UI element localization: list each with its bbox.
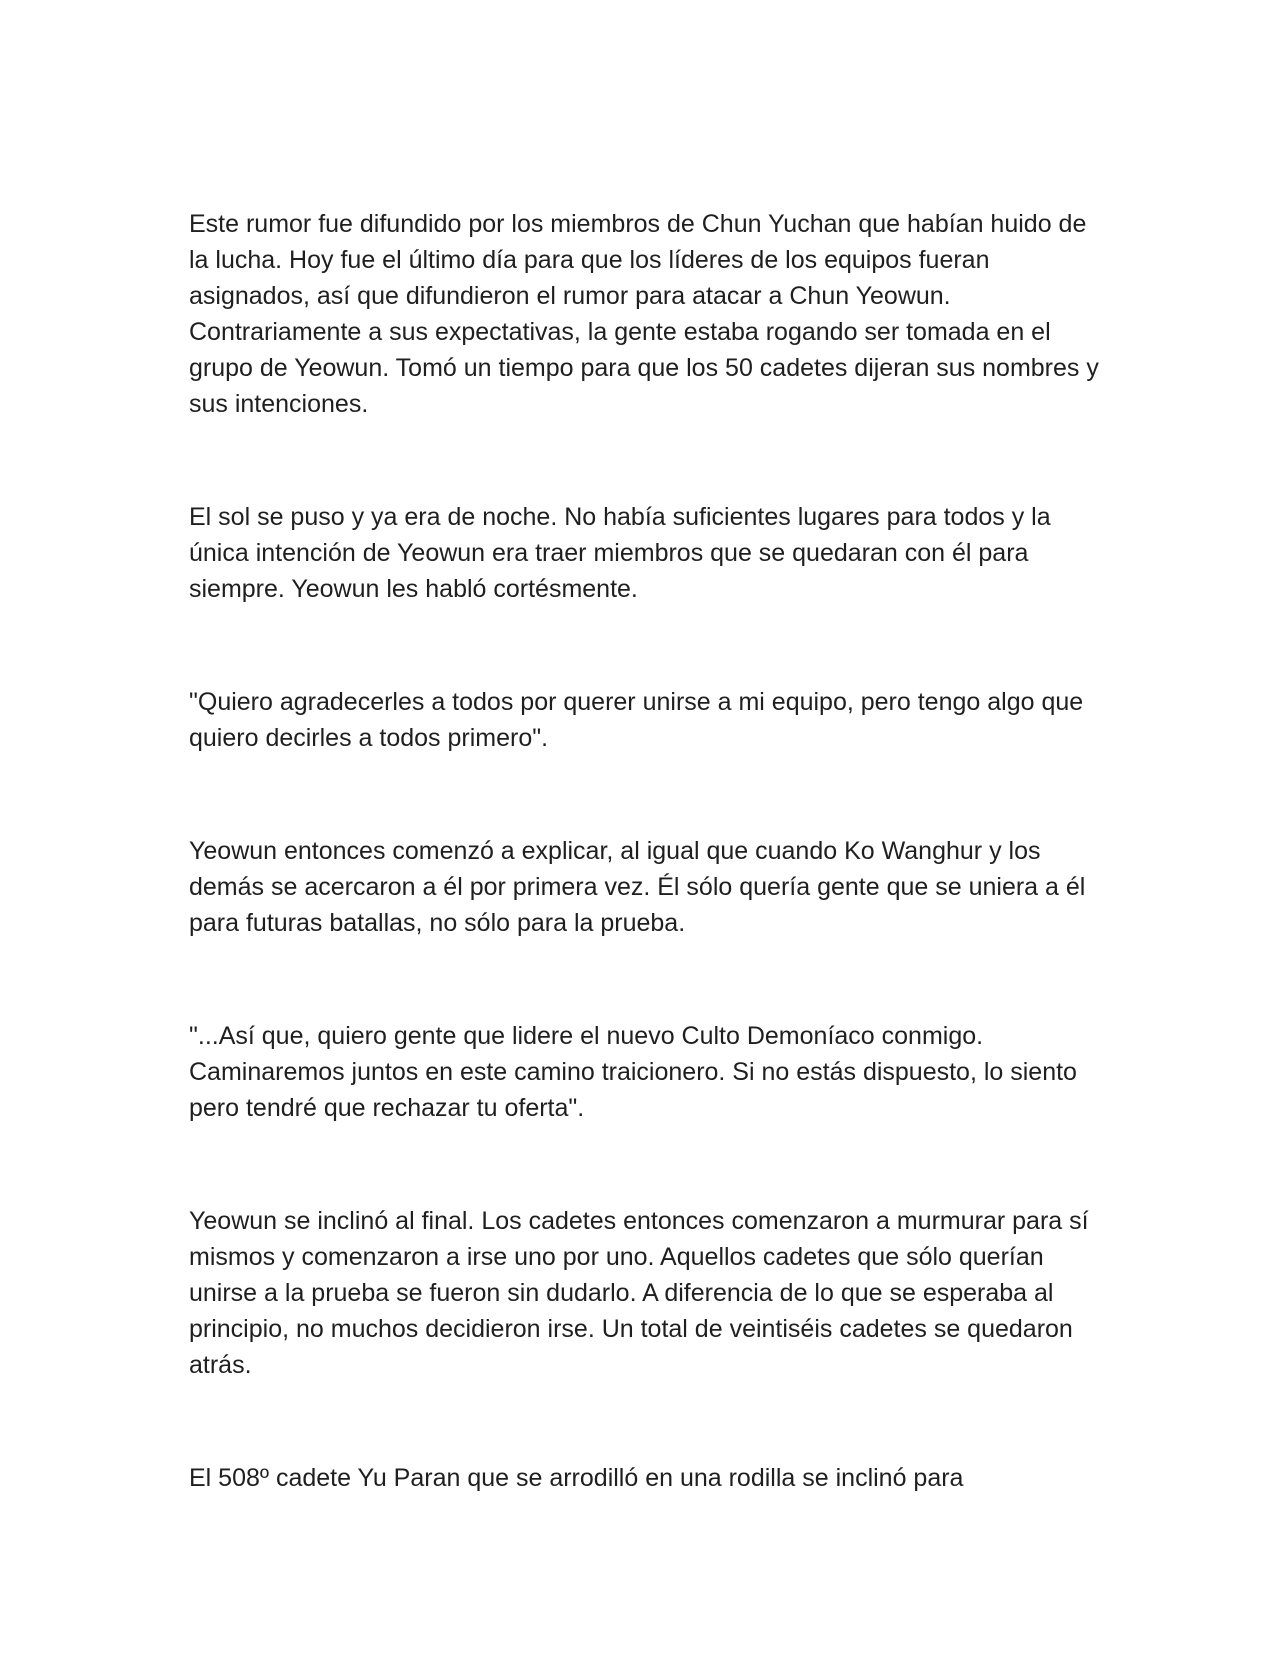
paragraph-yu-paran: El 508º cadete Yu Paran que se arrodilló en una rodilla se inclinó para <box>189 1464 964 1492</box>
paragraph-explanation: Yeowun entonces comenzó a explicar, al igual que cuando Ko Wanghur y los demás se acercaron a él por primera vez. Él sólo quería gente que se uniera a él para futuras batallas, no sólo para la prueba. <box>189 837 1086 937</box>
paragraph-night: El sol se puso y ya era de noche. No había suficientes lugares para todos y la única intención de Yeowun era traer miembros que se quedaran con él para siempre. Yeowun les habló cortésmente. <box>189 503 1051 603</box>
paragraph-cadets-leave: Yeowun se inclinó al final. Los cadetes entonces comenzaron a murmurar para sí mismos y comenzaron a irse uno por uno. Aquellos cadetes que sólo querían unirse a la prueba se fueron sin dudarlo. A diferencia de lo que se esperaba al principio, no muchos decidieron irse. Un total de veintiséis cadetes se quedaron atrás. <box>189 1207 1089 1379</box>
paragraph-spacer <box>189 422 1109 499</box>
paragraph-spacer <box>189 1383 1109 1460</box>
paragraph-spacer <box>189 941 1109 1018</box>
paragraph-spacer <box>189 607 1109 684</box>
paragraph-quote-cult: "...Así que, quiero gente que lidere el nuevo Culto Demoníaco conmigo. Caminaremos juntos en este camino traicionero. Si no estás dispuesto, lo siento pero tendré que rechazar tu oferta". <box>189 1022 1077 1122</box>
paragraph-spacer <box>189 1126 1109 1203</box>
paragraph-rumor: Este rumor fue difundido por los miembros de Chun Yuchan que habían huido de la lucha. Hoy fue el último día para que los líderes de los equipos fueran asignados, así que difundieron el rumor para atacar a Chun Yeowun. Contrariamente a sus expectativas, la gente estaba rogando ser tomada en el grupo de Yeowun. Tomó un tiempo para que los 50 cadetes dijeran sus nombres y sus intenciones. <box>189 210 1099 418</box>
document-body <box>189 206 1109 1496</box>
paragraph-quote-thanks: "Quiero agradecerles a todos por querer unirse a mi equipo, pero tengo algo que quiero decirles a todos primero". <box>189 688 1084 752</box>
paragraph-spacer <box>189 756 1109 833</box>
